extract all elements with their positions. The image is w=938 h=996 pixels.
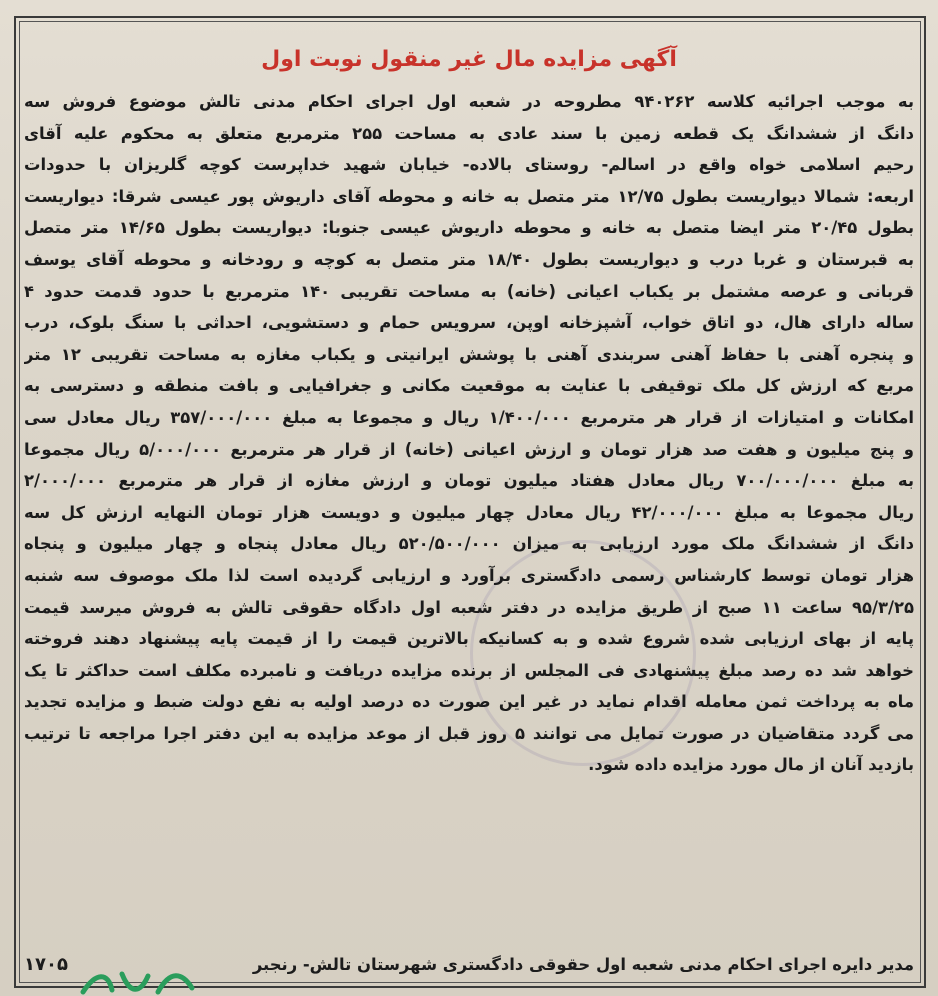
notice-body xyxy=(24,86,914,781)
body-line: مربع که ارزش کل ملک توقیفی با عنایت به موقعیت مکانی و جغرافیایی و بافت منطقه و دسترسی به xyxy=(24,376,914,396)
body-line: بطول ۲۰/۴۵ متر ایضا متصل به خانه و محوطه داریوش عیسی جنوبا: دیواریست بطول ۱۴/۶۵ متر متصل xyxy=(24,218,914,238)
notice-title: آگهی مزایده مال غیر منقول نوبت اول xyxy=(261,47,677,72)
body-line-last: بازدید آنان از مال مورد مزایده داده شود. xyxy=(588,755,914,775)
body-line: رحیم اسلامی خواه واقع در اسالم- روستای بالاده- خیابان شهید خداپرست کوچه گلریزان با حدودات xyxy=(24,155,914,175)
body-line: خواهد شد ده رصد مبلغ پیشنهادی فی المجلس از برنده مزایده دریافت و نامبرده مکلف است حداکثر تا یک xyxy=(24,660,914,680)
signature-line: مدیر دایره اجرای احکام مدنی شعبه اول حقوقی دادگستری شهرستان تالش- رنجبر xyxy=(252,955,914,974)
body-line: ریال مجموعا به مبلغ ۴۲/۰۰۰/۰۰۰ ریال معادل چهار میلیون و دویست هزار تومان النهایه ارزش کل سه xyxy=(24,502,914,522)
body-line: قربانی و عرصه مشتمل بر یکباب اعیانی (خانه) به مساحت تقریبی ۱۴۰ مترمربع با حدود قدمت حدود ۴ xyxy=(24,281,914,301)
body-line: ۹۵/۳/۲۵ ساعت ۱۱ صبح از طریق مزایده در دفتر شعبه اول دادگاه حقوقی تالش به فروش میرسد قیمت xyxy=(24,597,914,617)
body-line: به موجب اجرائیه کلاسه ۹۴۰۲۶۲ مطروحه در شعبه اول اجرای احکام مدنی تالش موضوع فروش سه xyxy=(24,92,914,111)
body-line: به مبلغ ۷۰۰/۰۰۰/۰۰۰ ریال معادل هفتاد میلیون تومان و ارزش مغازه از قرار هر مترمربع ۲/۰۰۰/۰۰۰ xyxy=(24,471,914,491)
body-line: ماه به پرداخت ثمن معامله اقدام نماید در غیر این صورت ده درصد اولیه به نفع دولت ضبط و مزایده تجدید xyxy=(24,692,914,712)
body-line: اربعه: شمالا دیواریست بطول ۱۲/۷۵ متر متصل به خانه و محوطه آقای داریوش پور عیسی شرقا: دیواریست xyxy=(24,186,914,206)
body-line: می گردد متقاضیان در صورت تمایل می توانند ۵ روز قبل از موعد مزایده به این دفتر اجرا مراجعه تا ترتیب xyxy=(24,723,914,743)
body-line: هزار تومان توسط کارشناس رسمی دادگستری برآورد و ارزیابی گردیده است لذا ملک موصوف سه شنبه xyxy=(24,565,914,585)
body-line: امکانات و امتیازات از قرار هر مترمربع ۱/۴۰۰/۰۰۰ ریال و مجموعا به مبلغ ۳۵۷/۰۰۰/۰۰۰ ریال معادل سی xyxy=(24,407,914,427)
body-line: به قبرستان و غربا درب و دیواریست بطول ۱۸/۴۰ متر متصل به کوچه و رودخانه و محوطه آقای یوسف xyxy=(24,249,914,269)
body-line: و پنج میلیون و هفت صد هزار تومان و ارزش اعیانی (خانه) از قرار هر مترمربع ۵/۰۰۰/۰۰۰ ریال مجموعا xyxy=(24,439,914,459)
body-line: دانگ از ششدانگ ملک مورد ارزیابی به میزان ۵۲۰/۵۰۰/۰۰۰ ریال معادل پنجاه و چهار میلیون و پنجاه xyxy=(24,534,914,554)
handwritten-mark xyxy=(78,966,198,996)
body-line: و پنجره آهنی با حفاظ آهنی سربندی آهنی با پوشش ایرانیتی و یکباب مغازه به مساحت تقریبی ۱۲ متر xyxy=(24,344,914,364)
body-line: پایه از بهای ارزیابی شده شروع شده و به کسانیکه بالاترین قیمت را از قیمت پایه پیشنهاد دهند فروخته xyxy=(24,629,914,649)
notice-code: ۱۷۰۵ xyxy=(24,954,68,975)
body-line: دانگ از ششدانگ یک قطعه زمین با سند عادی به مساحت ۲۵۵ مترمربع متعلق به محکوم علیه آقای xyxy=(24,123,914,143)
body-line: ساله دارای هال، دو اتاق خواب، آشپزخانه اوپن، سرویس حمام و دستشویی، احداثی با سنگ بلوک، درب xyxy=(24,313,914,333)
